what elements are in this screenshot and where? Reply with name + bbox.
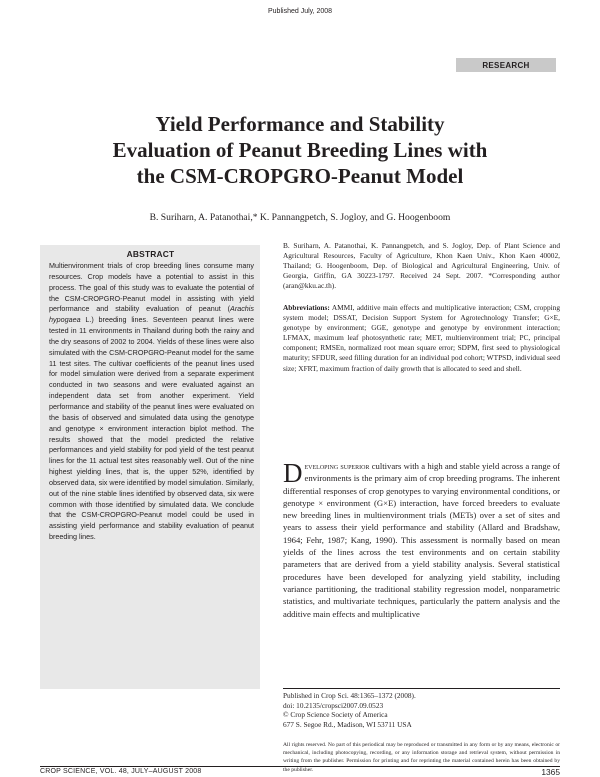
drop-cap: D xyxy=(283,458,303,488)
title-line: the CSM-CROPGRO-Peanut Model xyxy=(136,164,464,188)
abstract-text-part: L.) breeding lines. Seventeen peanut lines were tested in 11 environments in Thailand during both the rainy and the dry seasons of 2002 to 2004. Yields of these lines were also simulated with the CSM-CROPGRO-Peanut model for the same 11 test sites. The cultivar coefficients of the peanut lines used for model simulation were derived from a separate experiment conducted in two seasons and were evaluated against an independent data set from another experiment. Yield performance and stability of the peanut lines were evaluated on the basis of observed and simulated data using the genotype and genotype × environment interaction biplot method. The results showed that the model predicted the relative performances and yield stability for pod yield of the test peanut lines for the 11 actual test sites reasonably well. Out of the nine highest yielding lines, that is, the upper 52%, identified by observed data, six were identified by model simulation. Similarly, out of the nine stable lines identified by observed data, six were common with those identified by simulated data. We conclude that the CSM-CROPGRO-Peanut model could be used in assisting yield performance and stability evaluation of peanut breeding lines. xyxy=(49,315,254,542)
footer-divider xyxy=(40,766,560,767)
citation: Published in Crop Sci. 48:1365–1372 (2008). xyxy=(283,691,416,700)
body-text: cultivars with a high and stable yield across a range of environments is the primary aim of crop breeding programs. The inherent differential responses of crop genotypes to varying environmental conditions, or genotype × environment (G×E) interaction, have forced breeders to evaluate new breeding lines in multienvironment trials (METs) over a set of sites and years to assess their yield performance and stability (Allard and Bradshaw, 1964; Fehr, 1987; Kang, 1990). This assessment is normally based on mean yields of the lines across the test environments and on certain stability parameters that are derived from a yield stability analysis. Several statistical procedures have been developed for analyzing yield stability, including variance partitioning, the traditional stability regression model, nonparametric statistics, and multivariate techniques, particularly the pattern analysis and the additive main effects and multiplicative xyxy=(283,461,561,619)
body-paragraph xyxy=(283,460,560,620)
species-name: Arachis hypogaea xyxy=(49,304,254,325)
page-number: 1365 xyxy=(541,767,560,777)
title-line: Evaluation of Peanut Breeding Lines with xyxy=(112,138,488,162)
section-badge xyxy=(456,58,556,72)
title-line: Yield Performance and Stability xyxy=(155,112,445,136)
abstract-heading: ABSTRACT xyxy=(126,249,175,259)
abstract-text-part: Multienvironment trials of crop breeding lines consume many resources. Crop models have a potential to assist in this process. The goal of this study was to evaluate the potential of the CSM-CROPGRO-Peanut model in assisting with yield performance and stability evaluation of peanut ( xyxy=(49,261,254,314)
publication-info xyxy=(283,691,560,729)
lead-in: eveloping superior xyxy=(304,461,370,471)
article-title xyxy=(60,111,540,189)
abstract-text xyxy=(47,261,254,543)
divider xyxy=(283,688,560,689)
journal-footer: CROP SCIENCE, VOL. 48, JULY–AUGUST 2008 xyxy=(40,768,202,775)
author-list: B. Suriharn, A. Patanothai,* K. Pannangpetch, S. Jogloy, and G. Hoogenboom xyxy=(149,212,451,223)
abbreviations-text: AMMI, additive main effects and multiplicative interaction; CSM, cropping system model; DSSAT, Decision Support System for Agrotechnology Transfer; G×E, genotype by environment; GGE, genotype and genotype by environment interaction; LFMAX, maximum leaf photosynthetic rate; MET, multienvironment trial; PC, principal component; RMSEn, normalized root mean square error; SDPM, first seed to physiological maturity; SFDUR, seed filling duration for an individual pod cohort; WTPSD, individual seed size; XFRT, maximum fraction of daily growth that is allocated to seed and shell. xyxy=(283,303,560,373)
abstract-box xyxy=(40,245,260,689)
publisher-address: 677 S. Segoe Rd., Madison, WI 53711 USA xyxy=(283,719,412,729)
abbreviations-label: Abbreviations: xyxy=(283,303,330,312)
copyright: © Crop Science Society of America xyxy=(283,710,388,720)
abbreviations xyxy=(283,303,560,374)
section-label: RESEARCH xyxy=(482,60,530,70)
rights-notice: All rights reserved. No part of this periodical may be reproduced or transmitted in any form or by any means, electronic or mechanical, including photocopying, recording, or any information storage and retrieval system, without permission in writing from the publisher. Permission for printing and for reprinting the material contained herein has been obtained by the publisher. xyxy=(283,742,560,773)
published-date: Published July, 2008 xyxy=(268,8,333,15)
author-affiliations: B. Suriharn, A. Patanothai, K. Pannangpetch, and S. Jogloy, Dep. of Plant Science and Agricultural Resources, Faculty of Agriculture, Khon Kaen Univ., Khon Kaen 40002, Thailand; G. Hoogenboom, Dep. of Biological and Agricultural Engineering, Univ. of Georgia, Griffin, GA 30223-1797. Received 24 Sept. 2007. *Corresponding author (aran@kku.ac.th). xyxy=(283,241,560,291)
doi: doi: 10.2135/cropsci2007.09.0523 xyxy=(283,700,384,710)
